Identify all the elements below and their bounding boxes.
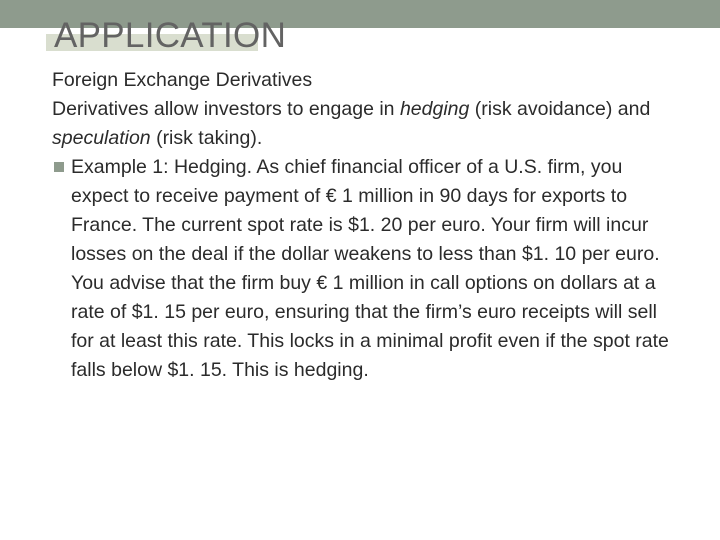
intro-text-1: Derivatives allow investors to engage in — [52, 98, 400, 120]
slide-content — [52, 66, 672, 385]
square-bullet-icon — [54, 162, 64, 172]
intro-text-3: (risk taking). — [150, 127, 263, 149]
intro-text-2: (risk avoidance) and — [469, 98, 651, 120]
intro-paragraph — [52, 95, 672, 153]
slide-title: APPLICATION — [54, 16, 287, 55]
bullet-item — [52, 153, 672, 385]
term-hedging: hedging — [399, 98, 470, 120]
bullet-text: Example 1: Hedging. As chief financial officer of a U.S. firm, you expect to receive payment of € 1 million in 90 days for exports to France. The current spot rate is $1. 20 per euro. Your firm will incur losses on the deal if the dollar weakens to less than $1. 10 per euro. You advise that the firm buy € 1 million in call options on dollars at a rate of $1. 15 per euro, ensuring that the firm’s euro receipts will sell for at least this rate. This locks in a minimal profit even if the spot rate falls below $1. 15. This is hedging. — [71, 156, 669, 381]
term-speculation: speculation — [52, 127, 151, 149]
subheading: Foreign Exchange Derivatives — [52, 69, 313, 91]
